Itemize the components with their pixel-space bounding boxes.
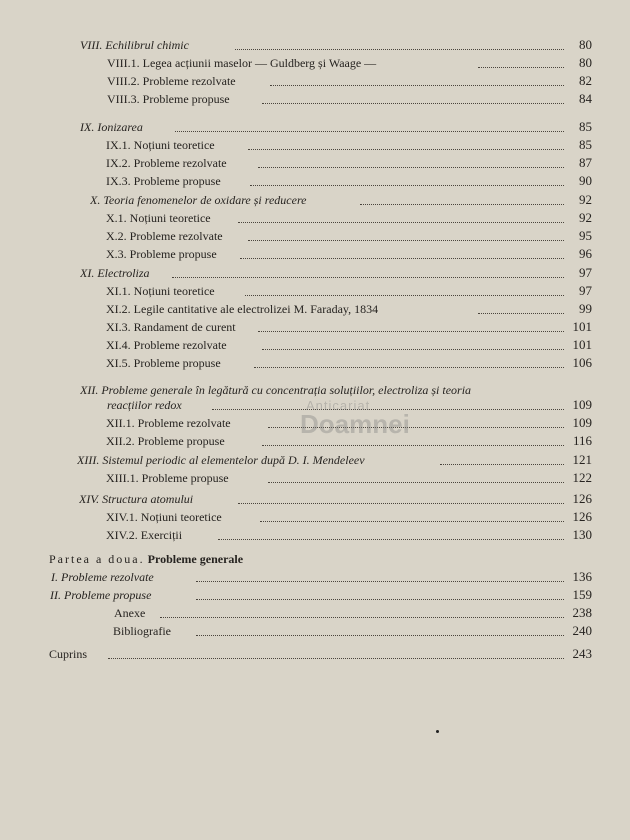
toc-part-two-heading — [0, 550, 630, 568]
toc-label: X.3. Probleme propuse — [106, 247, 220, 261]
toc-label: X. Teoria fenomenelor de oxidare și reducere — [90, 193, 310, 207]
toc-entry-xii-cont[interactable] — [0, 396, 630, 414]
toc-page: 121 — [572, 452, 592, 467]
watermark-line1: Anticariat — [306, 398, 371, 413]
toc-page: 122 — [572, 470, 592, 485]
toc-label: XIV. Structura atomului — [79, 492, 196, 506]
toc-entry-viii-2[interactable] — [0, 72, 630, 90]
toc-label: XII. Probleme generale în legătură cu concentrația soluțiilor, electroliza și teoria — [80, 383, 474, 397]
toc-page: 95 — [579, 228, 592, 243]
toc-label: XI. Electroliza — [80, 266, 153, 280]
toc-label: Anexe — [114, 606, 148, 620]
toc-label: VIII.2. Probleme rezolvate — [107, 74, 239, 88]
toc-entry-xiv-1[interactable] — [0, 508, 630, 526]
toc-label: XI.5. Probleme propuse — [106, 356, 224, 370]
toc-label: VIII.3. Probleme propuse — [107, 92, 233, 106]
toc-entry-anexe[interactable] — [0, 604, 630, 622]
toc-page: 96 — [579, 246, 592, 261]
toc-page: 126 — [572, 509, 592, 524]
toc-label: Bibliografie — [113, 624, 174, 638]
part-title: Probleme generale — [147, 552, 244, 566]
toc-entry-cuprins[interactable] — [0, 645, 630, 663]
toc-entry-ix-1[interactable] — [0, 136, 630, 154]
ink-speck — [436, 730, 439, 733]
toc-label: XI.2. Legile cantitative ale electrolizei M. Faraday, 1834 — [106, 302, 381, 316]
toc-page: 130 — [572, 527, 592, 542]
toc-page: 101 — [572, 319, 592, 334]
toc-entry-ix-3[interactable] — [0, 172, 630, 190]
toc-page: 159 — [572, 587, 592, 602]
toc-label: XIV.2. Exerciții — [106, 528, 185, 542]
toc-page: 126 — [572, 491, 592, 506]
toc-page: 85 — [579, 119, 592, 134]
toc-page: 99 — [579, 301, 592, 316]
toc-entry-x-1[interactable] — [0, 209, 630, 227]
toc-entry-part2-i[interactable] — [0, 568, 630, 586]
toc-page: 85 — [579, 137, 592, 152]
toc-page: 109 — [572, 397, 592, 412]
toc-page: 82 — [579, 73, 592, 88]
toc-label: XI.4. Probleme rezolvate — [106, 338, 230, 352]
toc-entry-x[interactable] — [0, 191, 630, 209]
toc-entry-xi-5[interactable] — [0, 354, 630, 372]
toc-entry-xi-1[interactable] — [0, 282, 630, 300]
toc-page: 136 — [572, 569, 592, 584]
toc-entry-xii-1[interactable] — [0, 414, 630, 432]
toc-label: IX.3. Probleme propuse — [106, 174, 224, 188]
toc-page: 238 — [572, 605, 592, 620]
toc-page: 92 — [579, 192, 592, 207]
toc-label: reacțiilor redox — [107, 398, 185, 412]
toc-entry-viii-1[interactable] — [0, 54, 630, 72]
toc-entry-xiv[interactable] — [0, 490, 630, 508]
toc-label: IX.1. Noțiuni teoretice — [106, 138, 218, 152]
toc-entry-xii-2[interactable] — [0, 432, 630, 450]
toc-page: 97 — [579, 283, 592, 298]
toc-entry-part2-ii[interactable] — [0, 586, 630, 604]
toc-page: 109 — [572, 415, 592, 430]
toc-entry-viii-3[interactable] — [0, 90, 630, 108]
toc-entry-xi-3[interactable] — [0, 318, 630, 336]
toc-entry-xi-2[interactable] — [0, 300, 630, 318]
toc-label: XIV.1. Noțiuni teoretice — [106, 510, 225, 524]
toc-label: IX. Ionizarea — [80, 120, 146, 134]
toc-label: II. Probleme propuse — [50, 588, 154, 602]
toc-page: 97 — [579, 265, 592, 280]
toc-page: 101 — [572, 337, 592, 352]
toc-entry-viii[interactable] — [0, 36, 630, 54]
toc-page: 92 — [579, 210, 592, 225]
toc-page: 240 — [572, 623, 592, 638]
toc-entry-bibliografie[interactable] — [0, 622, 630, 640]
toc-label: XII.1. Probleme rezolvate — [106, 416, 234, 430]
toc-label: XII.2. Probleme propuse — [106, 434, 228, 448]
toc-label: X.1. Noțiuni teoretice — [106, 211, 214, 225]
toc-entry-xiii-1[interactable] — [0, 469, 630, 487]
toc-label: I. Probleme rezolvate — [51, 570, 157, 584]
toc-label: XI.3. Randament de curent — [106, 320, 239, 334]
toc-label: XIII.1. Probleme propuse — [106, 471, 232, 485]
toc-label: XIII. Sistemul periodic al elementelor după D. I. Mendeleev — [77, 453, 368, 467]
toc-label: VIII. Echilibrul chimic — [80, 38, 192, 52]
watermark-line2: Doamnei — [300, 409, 410, 439]
toc-page: 106 — [572, 355, 592, 370]
toc-entry-xi-4[interactable] — [0, 336, 630, 354]
toc-label: Cuprins — [49, 647, 90, 661]
toc-entry-ix[interactable] — [0, 118, 630, 136]
toc-page: 80 — [579, 37, 592, 52]
toc-label: VIII.1. Legea acțiunii maselor — Guldberg și Waage — — [107, 56, 379, 70]
toc-page: 243 — [572, 646, 592, 661]
toc-page: 84 — [579, 91, 592, 106]
toc-entry-xi[interactable] — [0, 264, 630, 282]
toc-entry-x-2[interactable] — [0, 227, 630, 245]
toc-entry-xiii[interactable] — [0, 451, 630, 469]
toc-page: 116 — [572, 433, 592, 448]
toc-label: XI.1. Noțiuni teoretice — [106, 284, 218, 298]
toc-page: 87 — [579, 155, 592, 170]
toc-label: X.2. Probleme rezolvate — [106, 229, 226, 243]
part-label: Partea a doua. — [49, 552, 145, 566]
toc-entry-ix-2[interactable] — [0, 154, 630, 172]
toc-label: IX.2. Probleme rezolvate — [106, 156, 230, 170]
toc-entry-x-3[interactable] — [0, 245, 630, 263]
toc-entry-xiv-2[interactable] — [0, 526, 630, 544]
toc-page: 90 — [579, 173, 592, 188]
toc-page: 80 — [579, 55, 592, 70]
